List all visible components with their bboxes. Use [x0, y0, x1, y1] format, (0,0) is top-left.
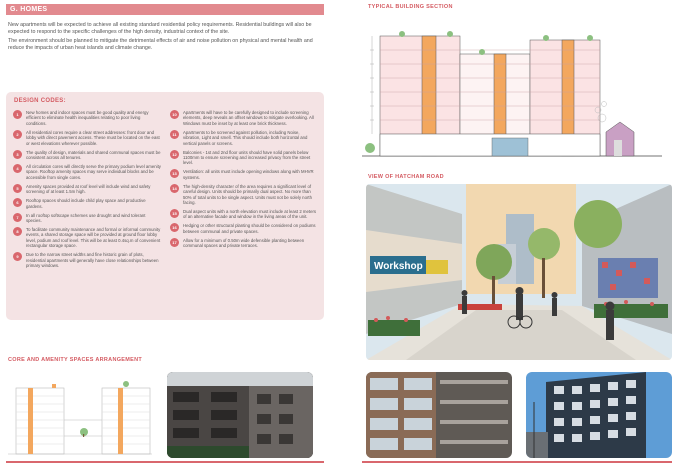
design-code-text: Hedging or other structural planting should be considered on podiums between communal and private spaces. — [183, 223, 316, 234]
design-code-text: New homes and indoor spaces must be good quality and energy efficient to eliminate health inequalities relating to poor living conditions. — [26, 110, 149, 126]
design-code-number: 5 — [13, 184, 22, 193]
design-code-item — [170, 184, 318, 206]
design-codes-column-a — [13, 110, 161, 272]
footer-rule-left — [6, 461, 324, 463]
design-code-text: In all rooftop softscape schemes use drought and wind tolerant species. — [26, 212, 146, 224]
design-code-text: Due to the narrow street widths and fine historic grain of plots, residential apartments will generally have close relationships between primary windows. — [26, 252, 159, 269]
hatcham-road-title: VIEW OF HATCHAM ROAD — [368, 174, 444, 180]
intro-paragraph-2: The environment should be planned to mitigate the detrimental effects of air and noise pollution on physical and mental health and reduce the impacts of urban heat islands and climate change. — [8, 38, 313, 51]
design-code-item — [13, 227, 161, 249]
design-code-item — [170, 110, 318, 126]
intro-paragraph-1: New apartments will be expected to achieve all existing standard residential policy requirements. Residential buildings will also be expected to respond to the specific challenges of the high density, industrial context of the site. — [8, 22, 312, 35]
design-code-number: 12 — [170, 150, 179, 159]
design-code-number: 14 — [170, 184, 179, 193]
core-amenity-diagram — [6, 366, 154, 456]
design-code-number: 6 — [13, 198, 22, 207]
design-code-text: Balconies - 1st and 2nd floor units should have solid panels below 1100mm to ensure screening and increased privacy from the street level. — [183, 149, 311, 166]
core-amenity-title: CORE AND AMENITY SPACES ARRANGEMENT — [8, 357, 143, 363]
building-section-diagram — [362, 14, 672, 164]
hatcham-road-view — [366, 184, 672, 360]
design-code-item — [170, 169, 318, 180]
design-code-item — [170, 130, 318, 146]
balcony-building-photo — [366, 372, 512, 458]
design-code-item — [13, 198, 161, 209]
design-code-item — [170, 223, 318, 234]
design-code-text: Rooftop spaces should include child play space and productive gardens. — [26, 198, 146, 209]
design-code-item — [170, 238, 318, 249]
intro-text — [8, 22, 320, 54]
design-code-number: 7 — [13, 213, 22, 222]
design-code-number: 3 — [13, 150, 22, 159]
footer-rule-right — [362, 461, 672, 463]
design-code-number: 2 — [13, 130, 22, 139]
design-code-text: Ventilation: all units must include opening windows along with MHVR systems. — [183, 169, 314, 180]
design-code-number: 17 — [170, 238, 179, 247]
brick-building-photo — [167, 372, 313, 458]
design-code-item — [13, 252, 161, 268]
design-code-text: To facilitate community maintenance and formal or informal community events, a shared storage space will be provided at ground floor lobby level, podium and roof level. This will be at least 0.4sq.m of convenient rectangular storage space. — [26, 227, 161, 249]
design-code-number: 9 — [13, 252, 22, 261]
design-code-text: Amenity spaces provided at roof level will include wind and safety screening of at least 1.5m high. — [26, 183, 151, 195]
design-code-item — [13, 164, 161, 180]
design-code-number: 16 — [170, 223, 179, 232]
design-code-text: All circulation cores will directly serve the primary podium level amenity space. Rooftop amenity spaces may serve individual blocks and be accessible from single cores. — [26, 164, 161, 180]
design-code-number: 10 — [170, 110, 179, 119]
design-code-number: 8 — [13, 227, 22, 236]
design-code-text: Apartments will have to be carefully designed to include screening elements, deep reveals an offset windows to mitigate overlooking. All Windows must be inset by at least one brick thickness. — [183, 110, 314, 126]
design-code-item — [13, 110, 161, 126]
design-code-number: 15 — [170, 209, 179, 218]
design-code-text: All residential cores require a clear street addresses: front door and lobby with direct pavement access. These must be located on the east or west elevations wherever possible. — [26, 129, 160, 146]
design-codes-title: DESIGN CODES: — [14, 98, 66, 104]
design-code-number: 1 — [13, 110, 22, 119]
design-code-item — [13, 184, 161, 195]
design-code-item — [13, 150, 161, 161]
design-code-text: Dual aspect units with a north elevation must include at least 2 meters of an alternative facade and window in the living areas of the unit. — [183, 209, 317, 220]
design-codes-panel — [6, 92, 324, 320]
building-section-title: TYPICAL BUILDING SECTION — [368, 4, 453, 10]
workshop-sign: Workshop — [374, 261, 423, 272]
design-code-text: Allow for a minimum of 0.50m wide defensible planting between communal spaces and private terraces. — [183, 237, 305, 249]
blue-sky-apartment-photo — [526, 372, 672, 458]
design-code-text: The quality of design, materials and shared communal spaces must be consistent across all tenures. — [26, 149, 161, 161]
design-code-item — [170, 150, 318, 166]
design-code-text: The high-density character of the area requires a significant level of careful design. Units should be primarily dual aspect. No more than 50% of total units to be single aspect. Units must not be solely north facing. — [183, 183, 312, 206]
design-code-number: 4 — [13, 164, 22, 173]
design-code-item — [13, 213, 161, 224]
design-code-text: Apartments to be screened against pollution, including Noise, vibration, Light and smell. This should include both horizontal and vertical panels or screens. — [183, 129, 308, 146]
design-codes-column-b — [170, 110, 318, 252]
design-code-number: 13 — [170, 169, 179, 178]
section-header: G. HOMES — [6, 4, 324, 15]
design-code-number: 11 — [170, 130, 179, 139]
design-code-item — [13, 130, 161, 146]
design-code-item — [170, 209, 318, 220]
